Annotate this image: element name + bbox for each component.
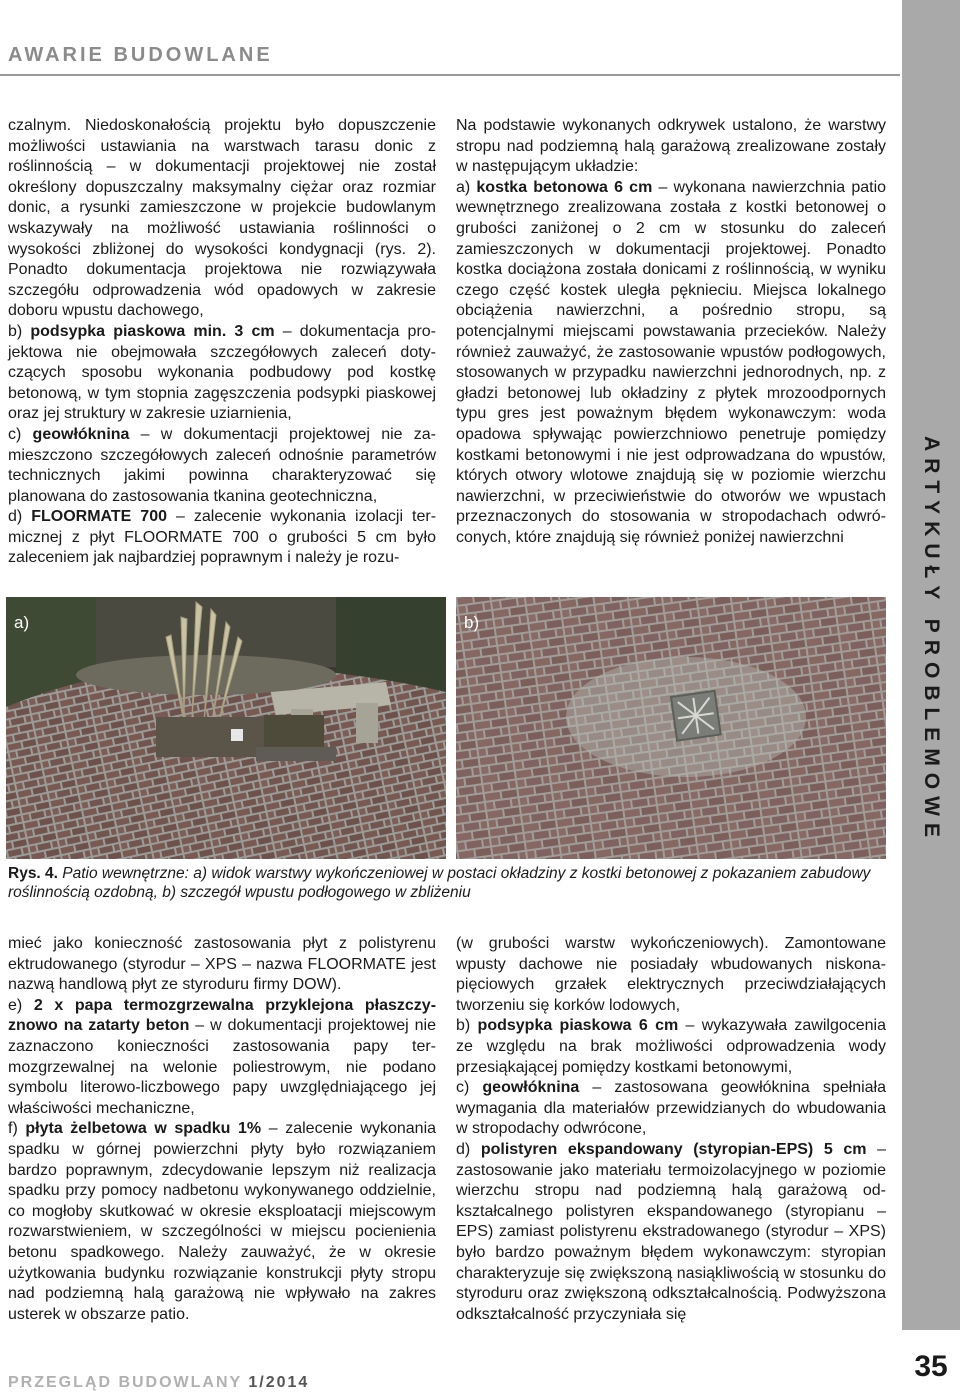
paragraph — [8, 425, 436, 507]
list-marker: e) — [8, 996, 34, 1014]
caption-text: Patio wewnętrzne: a) widok warstwy wykończeniowej w postaci okładziny z kostki betonowej z pokazaniem zabudowy roślinnością ozdobną, b) szczegół wpustu podłogowego w zbliżeniu — [8, 865, 871, 901]
paragraph-text: – dokumentacja projektowa nie obejmowała szczegółowych zaleceń dotyczących sposobu wykonania podbudowy pod kostkę betonową, w tym stopnia zagęszczenia podsypki piaskowej oraz jej struktury w zakresie uziarnienia, — [8, 322, 436, 423]
paragraph-text: (w grubości warstw wykończeniowych). Zamontowane wpusty dachowe nie posiadały wbudowanych niskonapięciowych grzałek elektrycznych przeciwdziałających tworzeniu się korków lodowych, — [456, 935, 886, 1014]
list-marker: f) — [8, 1120, 26, 1138]
column-bottom-left — [8, 934, 436, 1325]
paragraph — [456, 1140, 886, 1325]
layer-name: płyta żelbetowa w spadku 1% — [25, 1120, 262, 1138]
column-top-left — [8, 116, 436, 569]
list-marker: c) — [8, 425, 33, 443]
layer-name: FLOORMATE 700 — [31, 508, 168, 526]
paragraph-text: – wykazywała zawilgocenia ze względu na brak możliwości odprowadzenia wody przesiąkającej pomiędzy kostkami betonowymi, — [456, 1017, 887, 1076]
paragraph-text: – zalecenie wykonania spadku w górnej powierzchni płyty było rozwiązaniem bardzo poprawnym, zdecydowanie lepszym niż realizacja spadku przy pomocy nadbetonu wykonywanego oddzielnie, co mogłoby skutkować w okresie eksploatacji miejscowym rozwarstwieniem, w szczególności w miejscu pocienienia betonu spadkowego. Należy zauważyć, że w okresie użytkowania budynku rozwiązanie konstrukcji płyty stropu nad podziemną halą garażową nie wpływało na zakres usterek w obszarze patio. — [8, 1120, 437, 1323]
side-tab — [902, 0, 960, 1330]
page-number: 35 — [914, 1350, 948, 1383]
paragraph-text: – zalecenie wykonania izolacji termicznej z płyt FLOORMATE 700 o grubości 5 cm było zaleceniem jak najbardziej poprawnym i należy je rozu- — [8, 508, 437, 567]
list-marker: c) — [456, 1079, 483, 1097]
figure-caption — [8, 864, 888, 902]
layer-name: kostka betonowa 6 cm — [476, 178, 653, 196]
photo-b-label: b) — [464, 613, 480, 632]
paragraph — [8, 934, 436, 996]
paragraph — [8, 322, 436, 425]
paragraph — [456, 934, 886, 1016]
paragraph — [8, 996, 436, 1120]
section-title: AWARIE BUDOWLANE — [8, 44, 273, 66]
photo-patio-overview — [6, 597, 446, 859]
issue-number: 1/2014 — [248, 1374, 310, 1391]
side-tab-label: ARTYKUŁY PROBLEMOWE — [920, 436, 943, 844]
paragraph-text: – zastosowanie jako materiału termoizolacyjnego w poziomie wierzchu stropu nad podziemną halą garażową odkształcalnego polistyren ekspandowanego (styropianu – EPS) zamiast polistyrenu ekstradowanego (styrodur – XPS) było bardzo poważnym błędem wykonawczym: styropian charakteryzuje się zwiększoną nasiąkliwością w stosunku do styroduru oraz zwiększoną odkształcalnością. Podwyższona odkształcalność przyczyniała się — [456, 1140, 887, 1323]
layer-name: 2 x papa termozgrzewalna przyklejona płaszczyznowo na zatarty beton — [8, 996, 437, 1035]
paragraph — [456, 1078, 886, 1140]
magazine-name: PRZEGLĄD BUDOWLANY — [8, 1374, 249, 1391]
column-top-right — [456, 116, 886, 548]
paragraph-text: – zastosowana geowłóknina spełniała wymagania dla materiałów przewidzianych do wbudowania w stropodachy odwrócone, — [456, 1079, 886, 1138]
layer-name: podsypka piaskowa 6 cm — [477, 1017, 679, 1035]
list-marker: b) — [8, 322, 31, 340]
paragraph — [456, 1016, 886, 1078]
column-bottom-right — [456, 934, 886, 1325]
list-marker: d) — [8, 508, 32, 526]
paragraph — [456, 116, 886, 178]
paragraph — [456, 178, 886, 549]
paragraph-text: – wykonana nawierzchnia patio wewnętrznego zrealizowana została z kostki betonowej o grubości zaniżonej o 2 cm w stosunku do zaleceń zamieszczonych w dokumentacji projektowej. Ponadto kostka dociążona została donicami z roślinnością, w wyniku czego część kostek uległa pęknieciu. Miejsca lokalnego obciążenia nawierzchni, a pośrednio stropu, są potencjalnymi miejscami powstawania przecieków. Należy również zauważyć, że zastosowanie wpustów podłogowych, stosowanych w przypadku nawierzchni jednorodnych, np. z gładzi betonowej lub okładziny z płytek mrozoodpornych typu gres jest poważnym błędem wykonawczym: woda opadowa spływając powierzchniowo penetruje pomiędzy kostkami betonowymi i nie jest odprowadzana do wpustów, których otwory wlotowe znajdują się w poziomie wierzchu nawierzchni, w przeciwieństwie do otworów we wpustach przeznaczonych do stosowania w stropodachach odwróconych, które znajdują się również poniżej nawierzchni — [456, 178, 887, 546]
list-marker: a) — [456, 178, 477, 196]
caption-label: Rys. 4. — [8, 865, 58, 882]
paragraph-text: – w dokumentacji projektowej nie zaznaczono konieczności zastosowania papy termozgrzewalnej na welonie poliestrowym, nie podano symbolu literowo-liczbowego papy uwzględniającego jej właściwości mechaniczne, — [8, 1017, 437, 1117]
photo-a-label: a) — [14, 613, 30, 632]
paragraph-text: – w dokumentacji projektowej nie zamieszczono szczegółowych zaleceń odnośnie parametrów technicznych jakimi powinna charakteryzować się planowana do zastosowania tkanina geotechniczna, — [8, 425, 436, 505]
paragraph-text: czalnym. Niedoskonałością projektu było dopuszczenie możliwości ustawiania na warstwach tarasu donic z roślinnością – w dokumentacji projektowej nie został określony dopuszczalny maksymalny ciężar oraz rozmiar donic, a rysunki zamieszczone w projekcie budowlanym wskazywały na możliwość ustawiania roślinności o wysokości zbliżonej do wysokości kondygnacji (rys. 2). Ponadto dokumentacja projektowa nie rozwiązywała szczegółu odprowadzenia wód opadowych w zakresie doboru wpustu dachowego, — [8, 117, 436, 320]
header-rule — [0, 74, 900, 76]
paragraph — [8, 1119, 436, 1325]
paragraph — [8, 116, 436, 322]
list-marker: b) — [456, 1017, 478, 1035]
layer-name: podsypka piaskowa min. 3 cm — [30, 322, 275, 340]
paragraph — [8, 507, 436, 569]
photo-floor-drain — [456, 597, 886, 859]
footer-magazine — [8, 1374, 309, 1392]
layer-name: geowłóknina — [482, 1079, 580, 1097]
layer-name: polistyren ekspandowany (styropian-EPS) 5 cm — [480, 1140, 867, 1158]
layer-name: geowłóknina — [32, 425, 130, 443]
list-marker: d) — [456, 1140, 481, 1158]
paragraph-text: Na podstawie wykonanych odkrywek ustalono, że warstwy stropu nad podziemną halą garażową zrealizowane zostały w następującym układzie: — [456, 117, 886, 176]
paragraph-text: mieć jako konieczność zastosowania płyt z polistyrenu ektrudowanego (styrodur – XPS – nazwa FLOORMATE jest nazwą handlową płyt ze styroduru firmy DOW). — [8, 935, 436, 994]
